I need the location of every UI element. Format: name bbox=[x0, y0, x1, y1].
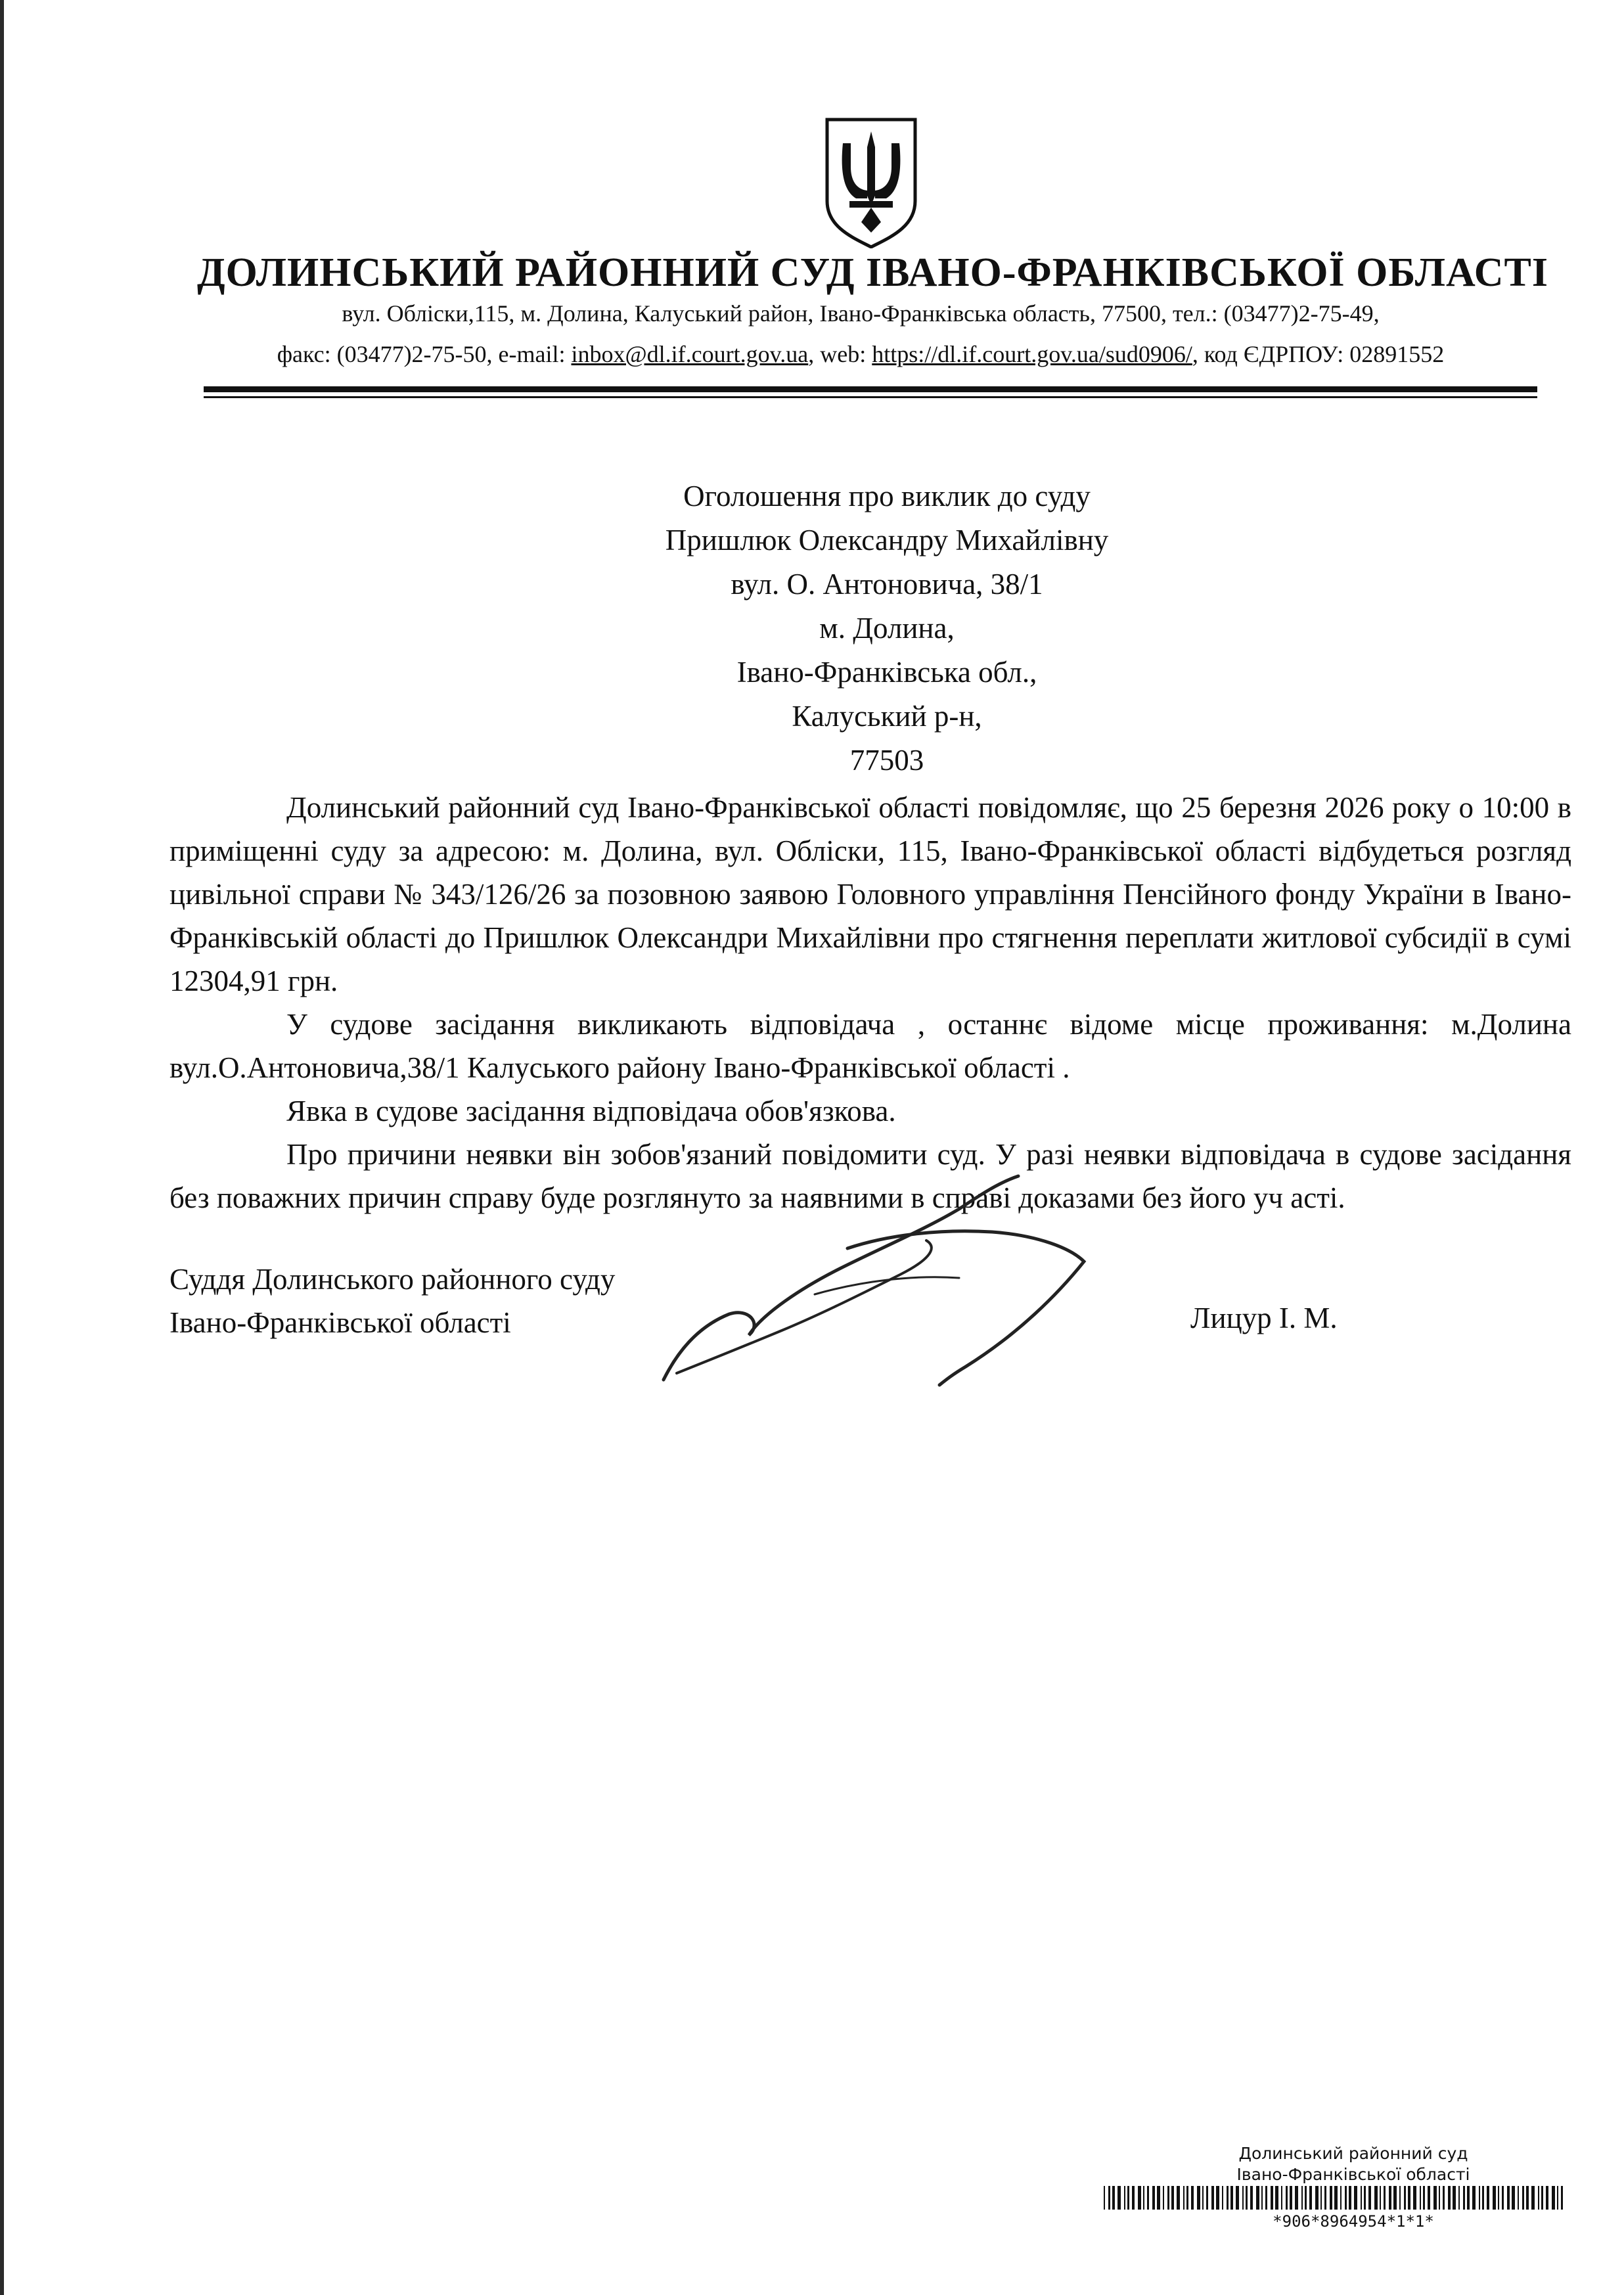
registry-stamp bbox=[1104, 2143, 1603, 2185]
judge-name: Лицур І. М. bbox=[1190, 1302, 1338, 1334]
body-paragraph-absence: Про причини неявки він зобов'язаний повідомити суд. У разі неявки відповідача в судове засідання без поважних причин справу буде розглянуто за наявними в справі доказами без його уч асті. bbox=[169, 1138, 1571, 1214]
edrpou-code: , код ЄДРПОУ: 02891552 bbox=[1192, 341, 1445, 367]
website-link[interactable]: https://dl.if.court.gov.ua/sud0906/ bbox=[872, 341, 1192, 367]
fax-label: факс: (03477)2-75-50, e-mail: bbox=[277, 341, 572, 367]
barcode bbox=[1104, 2186, 1564, 2210]
judge-position-line2: Івано-Франківської області bbox=[169, 1306, 511, 1339]
email-link[interactable]: inbox@dl.if.court.gov.ua bbox=[571, 341, 809, 367]
header-divider-thick bbox=[204, 386, 1537, 392]
header-divider-thin bbox=[204, 396, 1537, 398]
web-label: , web: bbox=[808, 341, 872, 367]
recipient-district: Калуський р-н, bbox=[792, 700, 982, 733]
court-address: вул. Обліски,115, м. Долина, Калуський район, Івано-Франківська область, 77500, тел.: (03477)2-75-49, bbox=[342, 300, 1380, 327]
barcode-number: *906*8964954*1*1* bbox=[1273, 2212, 1434, 2231]
scan-edge bbox=[0, 0, 4, 2295]
coat-of-arms-icon bbox=[823, 117, 919, 248]
stamp-line1: Долинський районний суд bbox=[1238, 2144, 1468, 2163]
recipient-postcode: 77503 bbox=[849, 744, 924, 777]
court-name: ДОЛИНСЬКИЙ РАЙОННИЙ СУД ІВАНО-ФРАНКІВСЬКОЇ ОБЛАСТІ bbox=[197, 250, 1548, 295]
judge-position-line1: Суддя Долинського районного суду bbox=[169, 1263, 616, 1296]
notice-title: Оголошення про виклик до суду bbox=[683, 480, 1091, 512]
stamp-line2: Івано-Франківської області bbox=[1236, 2165, 1470, 2184]
notice-body bbox=[169, 786, 1571, 1219]
court-contacts bbox=[197, 340, 1524, 368]
recipient-block bbox=[558, 474, 1215, 783]
body-paragraph-hearing: Долинський районний суд Івано-Франківської області повідомляє, що 25 березня 2026 року о 10:00 в приміщенні суду за адресою: м. Долина, вул. Обліски, 115, Івано-Франківської області відбудеться розгляд цивільної справи № 343/126/26 за позовною заявою Головного управління Пенсійного фонду України в Івано-Франківській області до Пришлюк Олександри Михайлівни про стягнення переплати житлової субсидії в сумі 12304,91 грн. bbox=[169, 791, 1571, 997]
body-paragraph-attendance: Явка в судове засідання відповідача обов'язкова. bbox=[286, 1095, 896, 1127]
judge-signature bbox=[650, 1163, 1110, 1413]
recipient-region: Івано-Франківська обл., bbox=[736, 656, 1037, 689]
recipient-name: Пришлюк Олександру Михайлівну bbox=[665, 524, 1109, 557]
body-paragraph-summons: У судове засідання викликають відповідача , останнє відоме місце проживання: м.Долина вул.О.Антоновича,38/1 Калуського району Івано-Франківської області . bbox=[169, 1008, 1571, 1084]
recipient-city: м. Долина, bbox=[819, 612, 955, 645]
recipient-street: вул. О. Антоновича, 38/1 bbox=[731, 568, 1043, 601]
